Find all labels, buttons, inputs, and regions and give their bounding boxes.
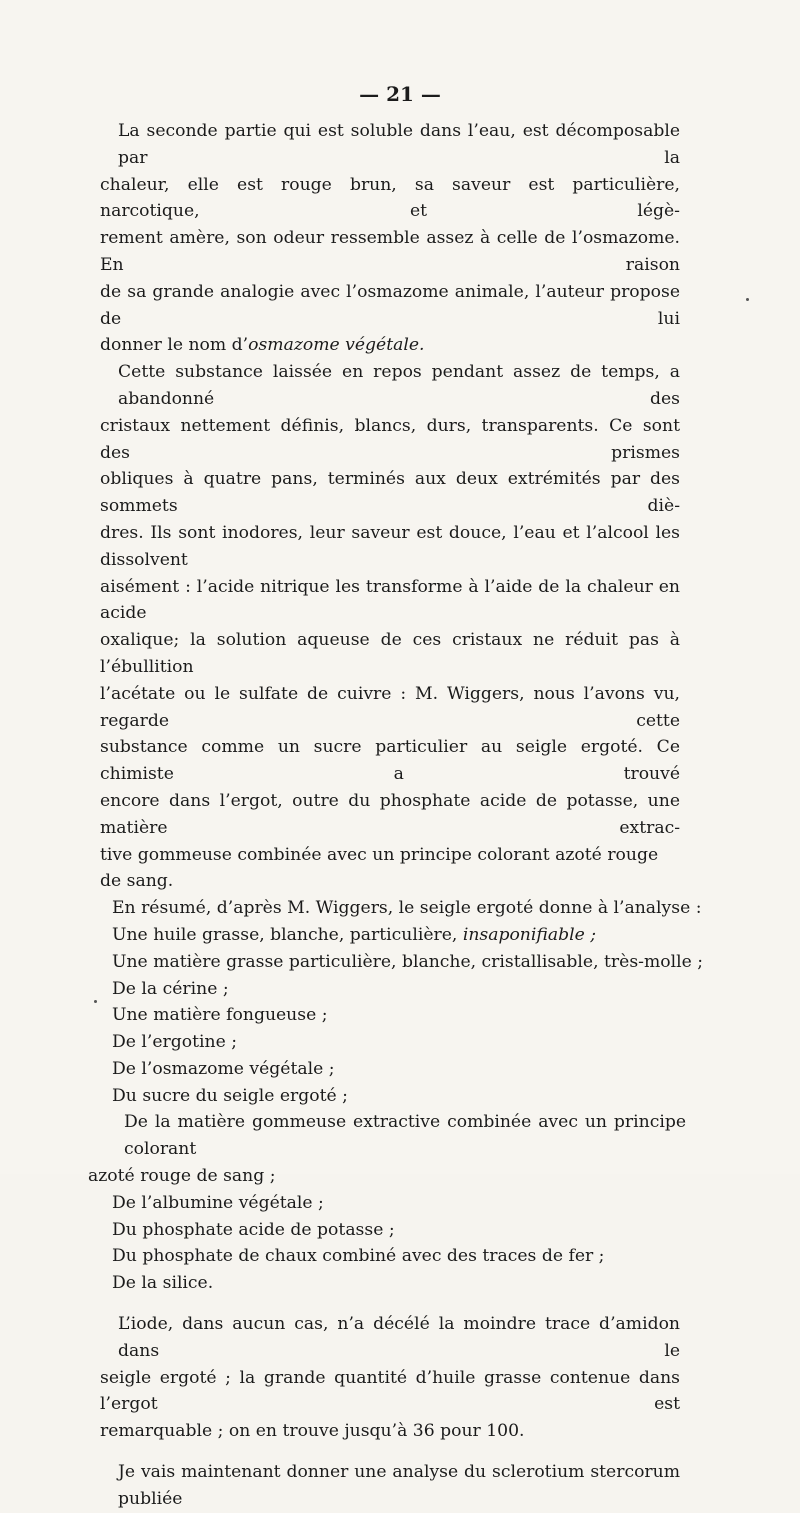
ink-speck — [746, 298, 749, 301]
text-line: chaleur, elle est rouge brun, sa saveur est particulière, narcotique, et légè- — [100, 174, 680, 222]
paragraph-4 — [118, 1459, 680, 1513]
list-item: De l’osmazome végétale ; — [112, 1058, 335, 1079]
text-line: substance comme un sucre particulier au seigle ergoté. Ce chimiste a trouvé — [100, 737, 680, 785]
italic-term: insaponifiable ; — [462, 924, 597, 945]
list-item: Du sucre du seigle ergoté ; — [112, 1085, 348, 1106]
analysis-list — [88, 895, 704, 1297]
text-line — [100, 332, 680, 359]
list-item: De la silice. — [112, 1273, 214, 1294]
list-item: De l’ergotine ; — [112, 1032, 238, 1053]
list-intro: En résumé, d’après M. Wiggers, le seigle ergoté donne à l’analyse : — [112, 898, 702, 919]
list-item-continuation: azoté rouge de sang ; — [88, 1166, 276, 1187]
list-item: Une matière fongueuse ; — [112, 1005, 328, 1026]
list-item — [112, 922, 680, 949]
text-line: seigle ergoté ; la grande quantité d’huile grasse contenue dans l’ergot est — [100, 1367, 680, 1415]
list-item: Du phosphate acide de potasse ; — [112, 1219, 395, 1240]
paragraph-gap — [118, 1297, 680, 1311]
text-line: de sa grande analogie avec l’osmazome animale, l’auteur propose de lui — [100, 281, 680, 329]
text-line: tive gommeuse combinée avec un principe colorant azoté rouge de sang. — [100, 844, 659, 892]
text-line: L’iode, dans aucun cas, n’a décélé la moindre trace d’amidon dans le — [118, 1314, 680, 1361]
paragraph-gap — [118, 1445, 680, 1459]
paragraph-2 — [100, 359, 680, 895]
text-fragment: donner le nom d’ — [100, 335, 249, 356]
text-line: Je vais maintenant donner une analyse du sclerotium stercorum publiée — [118, 1462, 680, 1509]
page-body — [88, 118, 704, 1513]
list-item: De la cérine ; — [112, 978, 229, 999]
text-line: obliques à quatre pans, terminés aux deux extrémités par des sommets diè- — [100, 469, 680, 517]
text-line: aisément : l’acide nitrique les transforme à l’aide de la chaleur en acide — [100, 576, 680, 624]
list-item: Du phosphate de chaux combiné avec des traces de fer ; — [112, 1246, 605, 1267]
text-line: La seconde partie qui est soluble dans l’eau, est décomposable par la — [118, 121, 680, 168]
italic-term: osmazome végétale. — [248, 335, 425, 356]
text-line: cristaux nettement définis, blancs, durs, transparents. Ce sont des prismes — [100, 415, 680, 463]
text-line: encore dans l’ergot, outre du phosphate acide de potasse, une matière extrac- — [100, 790, 680, 838]
text-line: Cette substance laissée en repos pendant assez de temps, a abandonné des — [118, 362, 680, 409]
list-item: De l’albumine végétale ; — [112, 1192, 324, 1213]
text-fragment: Une huile grasse, blanche, particulière, — [112, 924, 463, 945]
ink-speck — [94, 1000, 97, 1003]
paragraph-1 — [100, 118, 680, 359]
text-line: dres. Ils sont inodores, leur saveur est douce, l’eau et l’alcool les dissolvent — [100, 522, 680, 570]
text-line: remarquable ; on en trouve jusqu’à 36 pour 100. — [100, 1421, 525, 1442]
text-line: l’acétate ou le sulfate de cuivre : M. Wiggers, nous l’avons vu, regarde cette — [100, 683, 680, 731]
page-number: — 21 — — [359, 82, 441, 106]
list-item: De la matière gommeuse extractive combinée avec un principe colorant — [124, 1112, 686, 1160]
text-line: oxalique; la solution aqueuse de ces cristaux ne réduit pas à l’ébullition — [100, 630, 680, 677]
text-line: rement amère, son odeur ressemble assez à celle de l’osmazome. En raison — [100, 228, 680, 275]
paragraph-3 — [100, 1311, 680, 1445]
list-item: Une matière grasse particulière, blanche, cristallisable, très-molle ; — [112, 951, 704, 972]
